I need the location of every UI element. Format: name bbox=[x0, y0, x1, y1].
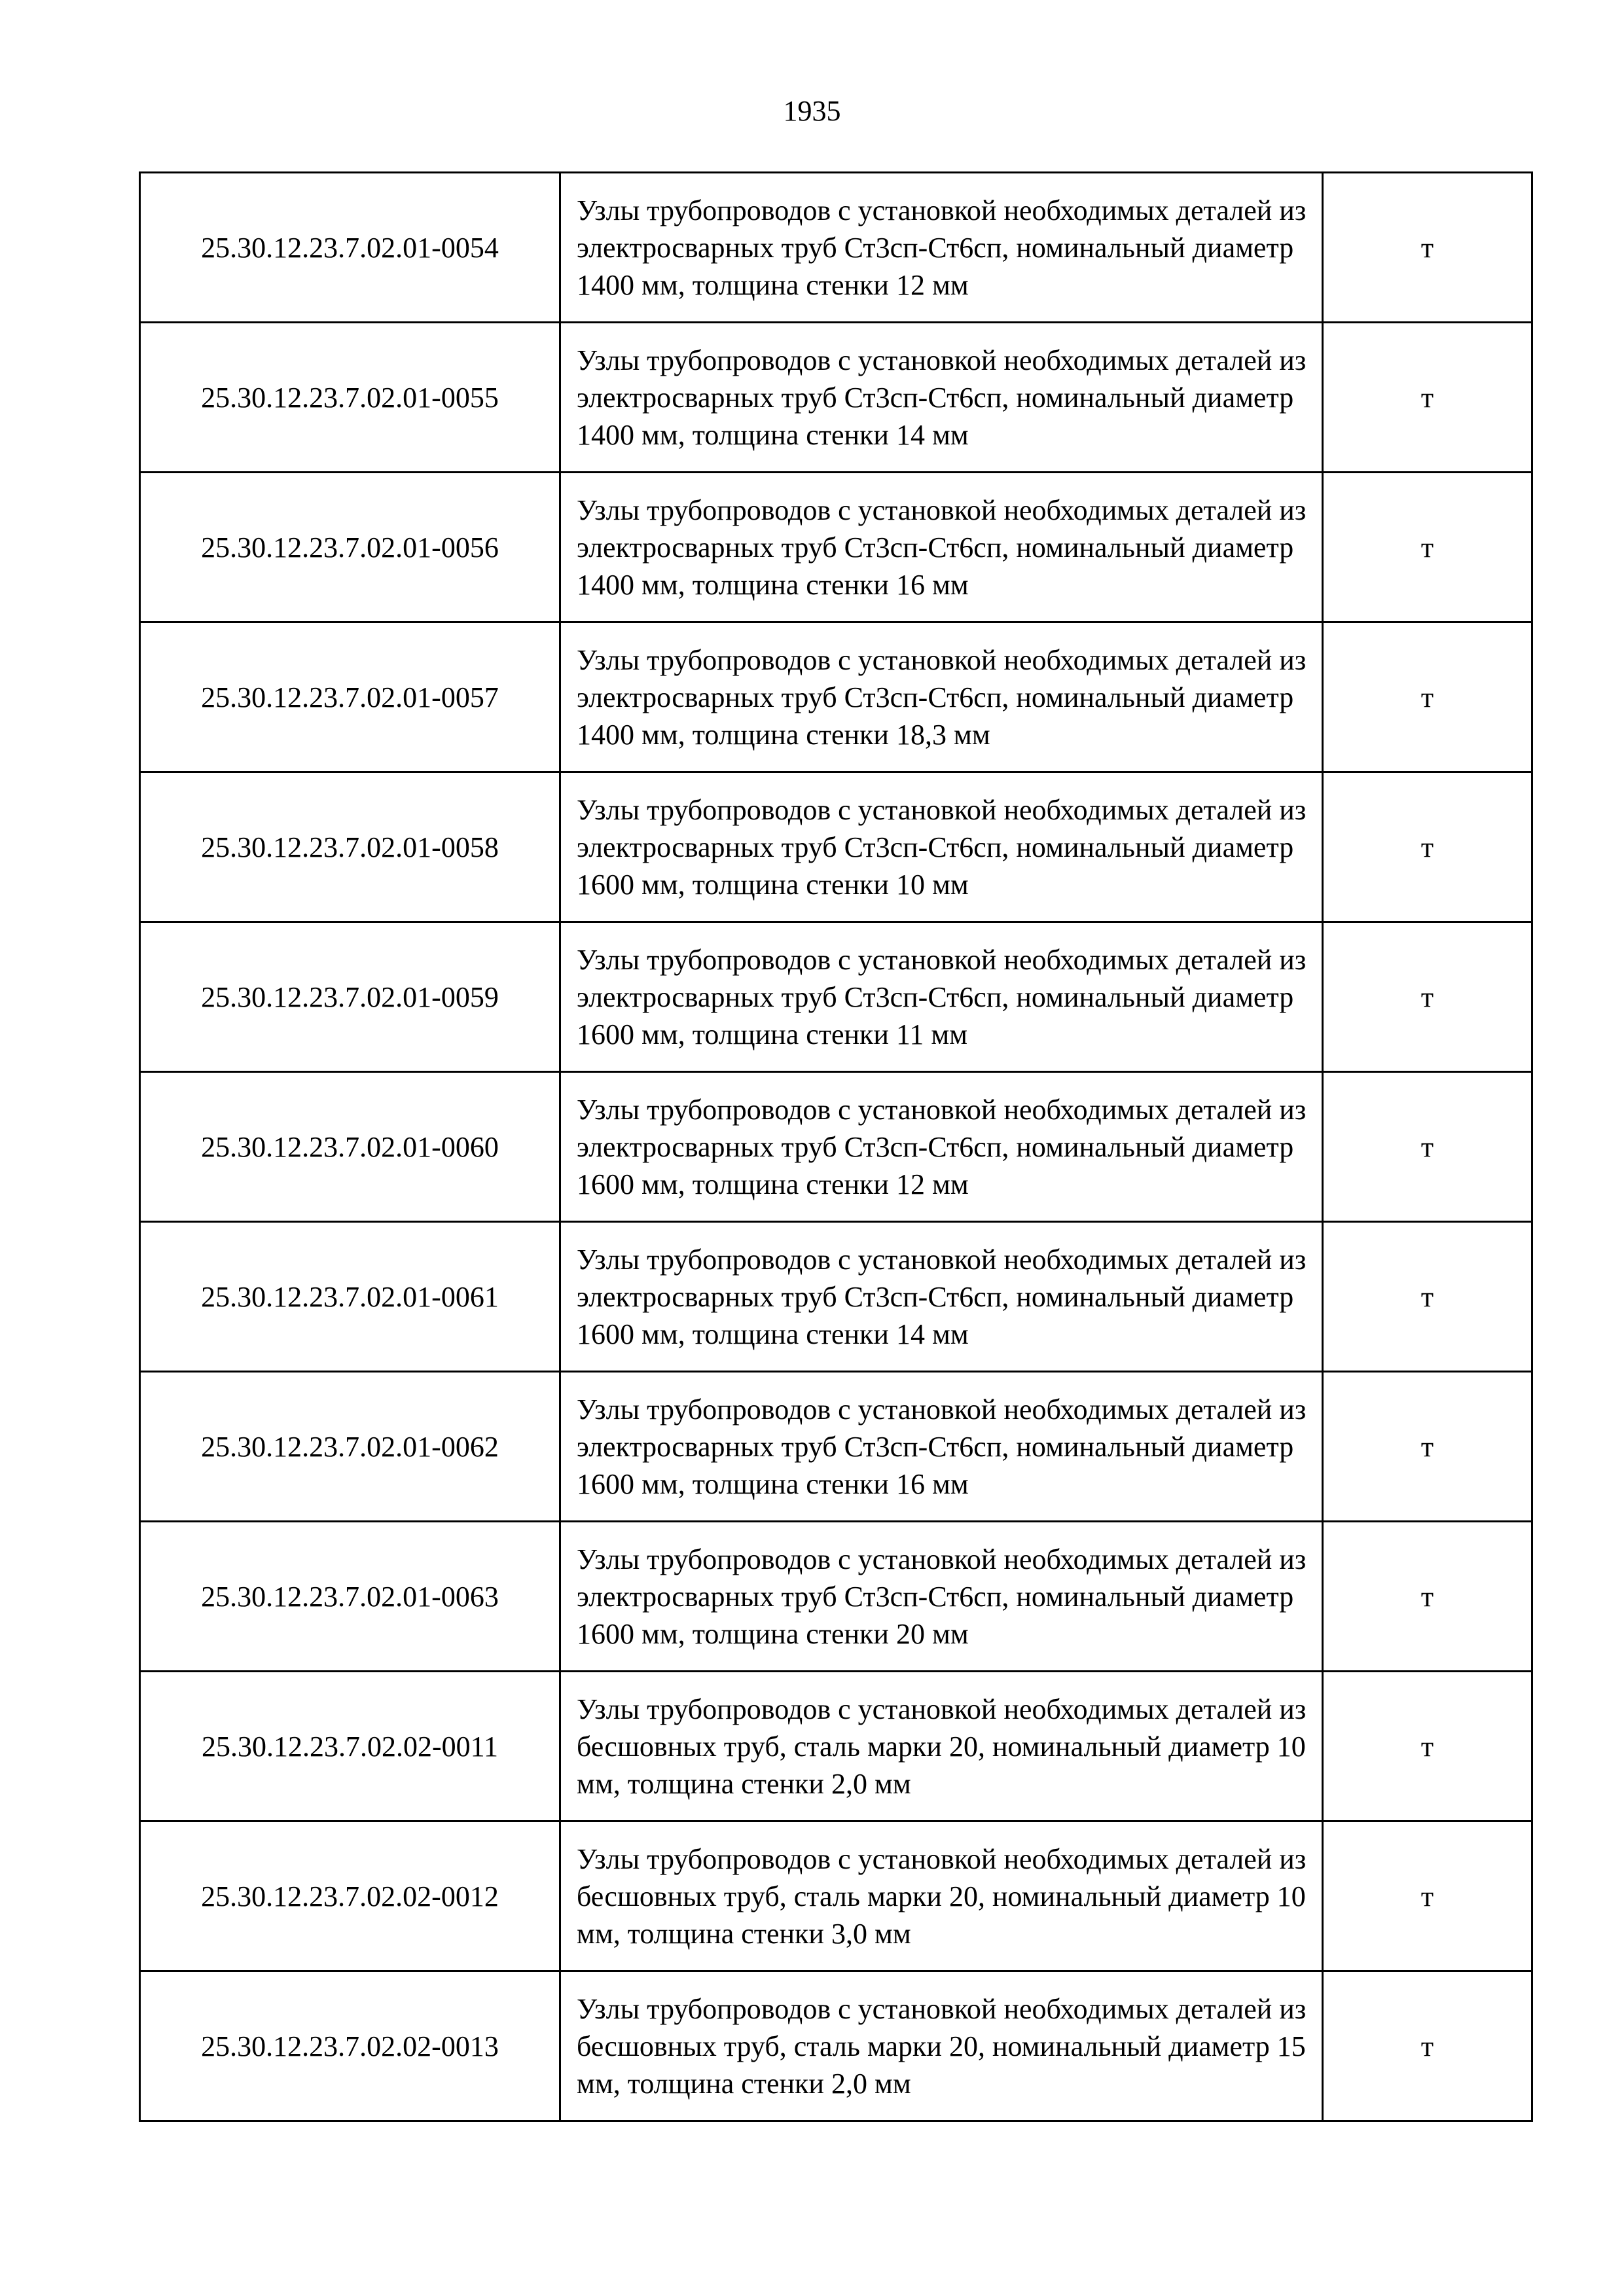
resource-code: 25.30.12.23.7.02.01-0062 bbox=[140, 1372, 560, 1522]
table-row bbox=[140, 1971, 1532, 2121]
resource-code: 25.30.12.23.7.02.02-0011 bbox=[140, 1672, 560, 1821]
resource-name: Узлы трубопроводов с установкой необходимых деталей из электросварных труб Ст3сп-Ст6сп, номинальный диаметр 1600 мм, толщина стенки 11 мм bbox=[560, 922, 1323, 1072]
table-row bbox=[140, 1821, 1532, 1971]
resource-name: Узлы трубопроводов с установкой необходимых деталей из электросварных труб Ст3сп-Ст6сп, номинальный диаметр 1600 мм, толщина стенки 20 мм bbox=[560, 1522, 1323, 1672]
unit-of-measure: т bbox=[1323, 173, 1532, 323]
resource-name: Узлы трубопроводов с установкой необходимых деталей из электросварных труб Ст3сп-Ст6сп, номинальный диаметр 1400 мм, толщина стенки 12 мм bbox=[560, 173, 1323, 323]
table-row bbox=[140, 1372, 1532, 1522]
resource-name: Узлы трубопроводов с установкой необходимых деталей из бесшовных труб, сталь марки 20, номинальный диаметр 10 мм, толщина стенки 3,0 мм bbox=[560, 1821, 1323, 1971]
table-row bbox=[140, 1522, 1532, 1672]
page-number: 1935 bbox=[783, 95, 841, 127]
table-row bbox=[140, 1222, 1532, 1372]
resource-name: Узлы трубопроводов с установкой необходимых деталей из электросварных труб Ст3сп-Ст6сп, номинальный диаметр 1600 мм, толщина стенки 16 мм bbox=[560, 1372, 1323, 1522]
resource-code: 25.30.12.23.7.02.01-0063 bbox=[140, 1522, 560, 1672]
resource-code: 25.30.12.23.7.02.01-0058 bbox=[140, 772, 560, 922]
resource-code: 25.30.12.23.7.02.02-0012 bbox=[140, 1821, 560, 1971]
resource-code: 25.30.12.23.7.02.01-0055 bbox=[140, 323, 560, 473]
unit-of-measure: т bbox=[1323, 772, 1532, 922]
resource-name: Узлы трубопроводов с установкой необходимых деталей из электросварных труб Ст3сп-Ст6сп, номинальный диаметр 1400 мм, толщина стенки 18,3 мм bbox=[560, 622, 1323, 772]
resource-name: Узлы трубопроводов с установкой необходимых деталей из электросварных труб Ст3сп-Ст6сп, номинальный диаметр 1600 мм, толщина стенки 10 мм bbox=[560, 772, 1323, 922]
table-row bbox=[140, 323, 1532, 473]
unit-of-measure: т bbox=[1323, 1222, 1532, 1372]
resource-code: 25.30.12.23.7.02.01-0061 bbox=[140, 1222, 560, 1372]
resource-name: Узлы трубопроводов с установкой необходимых деталей из электросварных труб Ст3сп-Ст6сп, номинальный диаметр 1400 мм, толщина стенки 14 мм bbox=[560, 323, 1323, 473]
unit-of-measure: т bbox=[1323, 473, 1532, 622]
table-row bbox=[140, 1072, 1532, 1222]
resource-name: Узлы трубопроводов с установкой необходимых деталей из бесшовных труб, сталь марки 20, номинальный диаметр 15 мм, толщина стенки 2,0 мм bbox=[560, 1971, 1323, 2121]
resource-code: 25.30.12.23.7.02.01-0054 bbox=[140, 173, 560, 323]
unit-of-measure: т bbox=[1323, 622, 1532, 772]
resource-table bbox=[139, 171, 1533, 2122]
resource-name: Узлы трубопроводов с установкой необходимых деталей из электросварных труб Ст3сп-Ст6сп, номинальный диаметр 1600 мм, толщина стенки 12 мм bbox=[560, 1072, 1323, 1222]
unit-of-measure: т bbox=[1323, 1672, 1532, 1821]
resource-code: 25.30.12.23.7.02.02-0013 bbox=[140, 1971, 560, 2121]
table-row bbox=[140, 473, 1532, 622]
unit-of-measure: т bbox=[1323, 1372, 1532, 1522]
resource-name: Узлы трубопроводов с установкой необходимых деталей из электросварных труб Ст3сп-Ст6сп, номинальный диаметр 1400 мм, толщина стенки 16 мм bbox=[560, 473, 1323, 622]
unit-of-measure: т bbox=[1323, 1971, 1532, 2121]
table-row bbox=[140, 922, 1532, 1072]
resource-code: 25.30.12.23.7.02.01-0057 bbox=[140, 622, 560, 772]
unit-of-measure: т bbox=[1323, 1072, 1532, 1222]
table-row bbox=[140, 622, 1532, 772]
unit-of-measure: т bbox=[1323, 1522, 1532, 1672]
resource-code: 25.30.12.23.7.02.01-0059 bbox=[140, 922, 560, 1072]
unit-of-measure: т bbox=[1323, 922, 1532, 1072]
table-row bbox=[140, 173, 1532, 323]
unit-of-measure: т bbox=[1323, 323, 1532, 473]
resource-name: Узлы трубопроводов с установкой необходимых деталей из электросварных труб Ст3сп-Ст6сп, номинальный диаметр 1600 мм, толщина стенки 14 мм bbox=[560, 1222, 1323, 1372]
resource-code: 25.30.12.23.7.02.01-0056 bbox=[140, 473, 560, 622]
resource-code: 25.30.12.23.7.02.01-0060 bbox=[140, 1072, 560, 1222]
resource-name: Узлы трубопроводов с установкой необходимых деталей из бесшовных труб, сталь марки 20, номинальный диаметр 10 мм, толщина стенки 2,0 мм bbox=[560, 1672, 1323, 1821]
unit-of-measure: т bbox=[1323, 1821, 1532, 1971]
table-row bbox=[140, 1672, 1532, 1821]
table-row bbox=[140, 772, 1532, 922]
